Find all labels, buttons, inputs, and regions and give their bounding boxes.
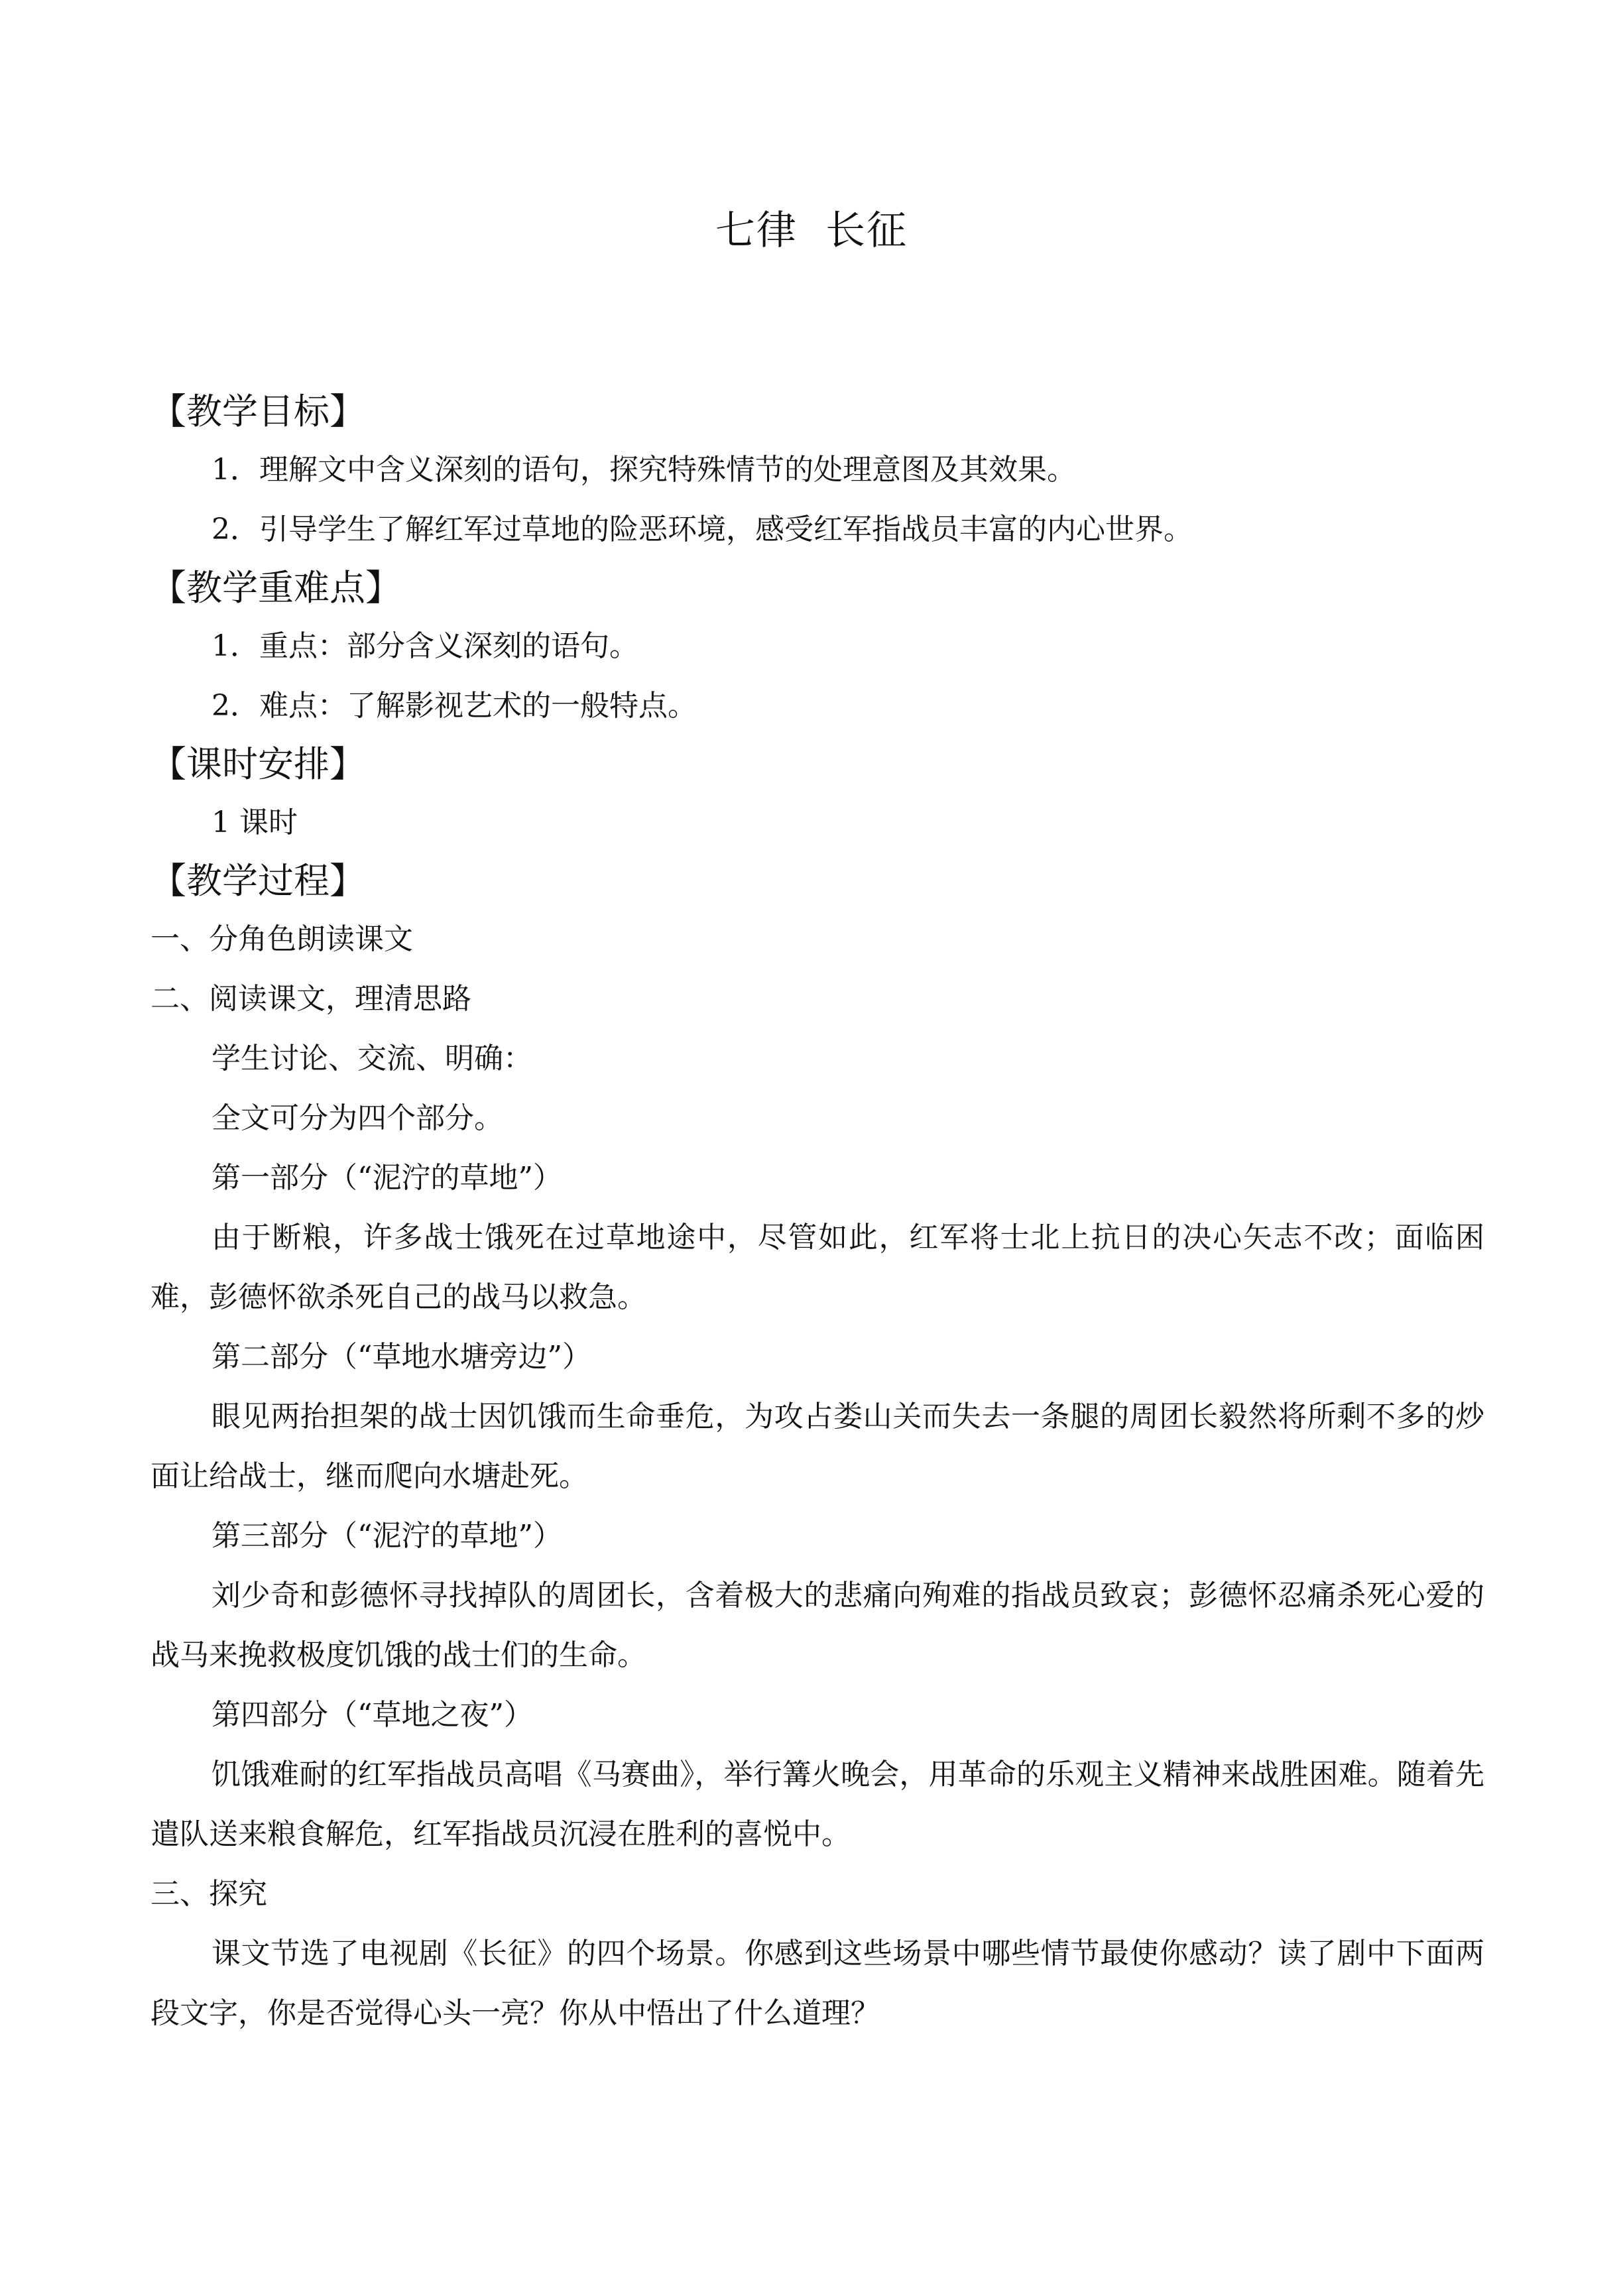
overview-text: 全文可分为四个部分。 [211, 1101, 503, 1135]
key-point-item-2: 2．难点：了解影视艺术的一般特点。 [211, 689, 697, 723]
page-title: 七律 长征 [715, 208, 908, 254]
document-body [150, 383, 1484, 2043]
explore-paragraph: 课文节选了电视剧《长征》的四个场景。你感到这些场景中哪些情节最使你感动？读了剧中下面两段文字，你是否觉得心头一亮？你从中悟出了什么道理？ [150, 1937, 1484, 2030]
process-step-1: 一、分角色朗读课文 [150, 922, 413, 956]
part2-paragraph: 眼见两抬担架的战士因饥饿而生命垂危，为攻占娄山关而失去一条腿的周团长毅然将所剩不多的炒面让给战士，继而爬向水塘赴死。 [150, 1400, 1484, 1493]
part1-paragraph: 由于断粮，许多战士饿死在过草地途中，尽管如此，红军将士北上抗日的决心矢志不改；面临困难，彭德怀欲杀死自己的战马以救急。 [150, 1221, 1484, 1314]
process-step-3: 三、探究 [150, 1877, 267, 1911]
part4-title: 第四部分（“草地之夜”） [211, 1698, 533, 1732]
part2-title: 第二部分（“草地水塘旁边”） [211, 1340, 591, 1374]
section-heading-key-points: 【教学重难点】 [150, 567, 401, 609]
section-heading-goals: 【教学目标】 [150, 391, 365, 432]
process-step-2: 二、阅读课文，理清思路 [150, 982, 471, 1016]
schedule-text: 1 课时 [211, 806, 298, 839]
goal-item-1: 1．理解文中含义深刻的语句，探究特殊情节的处理意图及其效果。 [211, 453, 1076, 487]
part1-title: 第一部分（“泥泞的草地”） [211, 1161, 562, 1195]
part3-paragraph: 刘少奇和彭德怀寻找掉队的周团长，含着极大的悲痛向殉难的指战员致哀；彭德怀忍痛杀死心爱的战马来挽救极度饥饿的战士们的生命。 [150, 1579, 1484, 1672]
part4-paragraph: 饥饿难耐的红军指战员高唱《马赛曲》，举行篝火晚会，用革命的乐观主义精神来战胜困难。随着先遣队送来粮食解危，红军指战员沉浸在胜利的喜悦中。 [150, 1758, 1484, 1851]
part3-title: 第三部分（“泥泞的草地”） [211, 1519, 562, 1553]
discuss-text: 学生讨论、交流、明确： [211, 1042, 532, 1075]
section-heading-schedule: 【课时安排】 [150, 743, 365, 785]
goal-item-2: 2．引导学生了解红军过草地的险恶环境，感受红军指战员丰富的内心世界。 [211, 513, 1193, 546]
key-point-item-1: 1．重点：部分含义深刻的语句。 [211, 629, 638, 663]
section-heading-process: 【教学过程】 [150, 860, 365, 902]
